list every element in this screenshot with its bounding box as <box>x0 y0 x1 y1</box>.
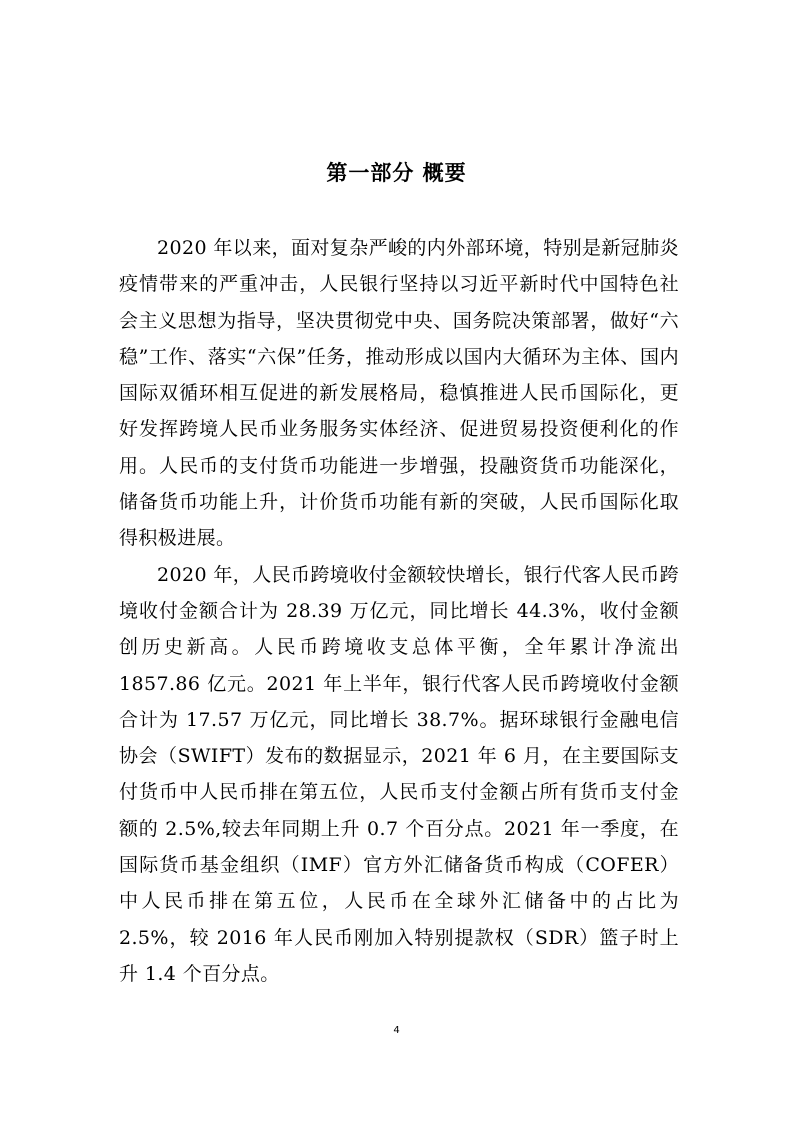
paragraph-statistics: 2020 年，人民币跨境收付金额较快增长，银行代客人民币跨境收付金额合计为 28.39 万亿元，同比增长 44.3%，收付金额创历史新高。人民币跨境收支总体平衡，全年累计净流出 1857.86 亿元。2021 年上半年，银行代客人民币跨境收付金额合计为 17.57 万亿元，同比增长 38.7%。据环球银行金融电信协会（SWIFT）发布的数据显示，2021 年 6 月，在主要国际支付货币中人民币排在第五位，人民币支付金额占所有货币支付金额的 2.5%,较去年同期上升 0.7 个百分点。2021 年一季度，在国际货币基金组织（IMF）官方外汇储备货币构成（COFER）中人民币排在第五位，人民币在全球外汇储备中的占比为 2.5%，较 2016 年人民币刚加入特别提款权（SDR）篮子时上升 1.4 个百分点。 <box>119 563 679 985</box>
body-text <box>119 230 679 992</box>
section-title: 第一部分 概要 <box>326 161 467 185</box>
paragraph-overview: 2020 年以来，面对复杂严峻的内外部环境，特别是新冠肺炎疫情带来的严重冲击，人民银行坚持以习近平新时代中国特色社会主义思想为指导，坚决贯彻党中央、国务院决策部署，做好“六稳”工作、落实“六保”任务，推动形成以国内大循环为主体、国内国际双循环相互促进的新发展格局，稳慎推进人民币国际化，更好发挥跨境人民币业务服务实体经济、促进贸易投资便利化的作用。人民币的支付货币功能进一步增强，投融资货币功能深化，储备货币功能上升，计价货币功能有新的突破，人民币国际化取得积极进展。 <box>119 237 679 550</box>
page-number: 4 <box>393 1025 400 1036</box>
